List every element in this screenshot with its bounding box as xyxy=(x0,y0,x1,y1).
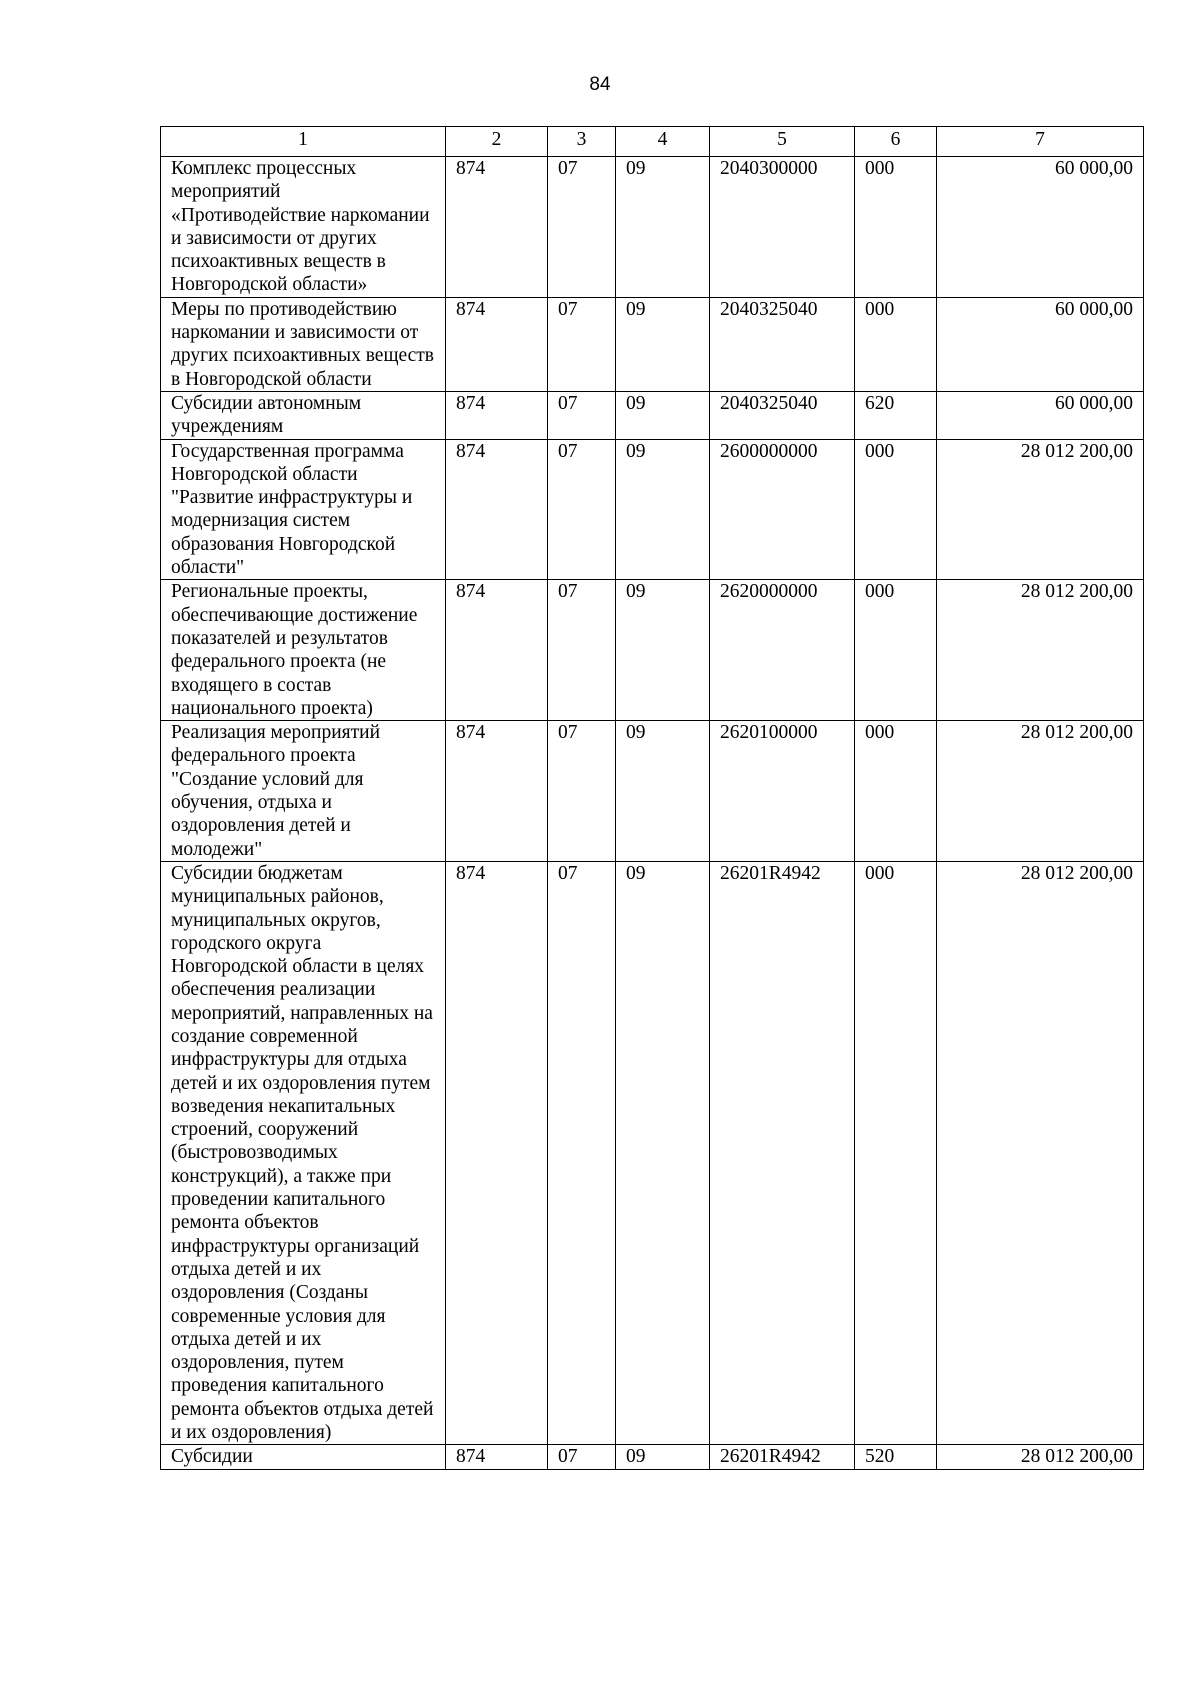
row-code-cell: 26201R4942 xyxy=(710,861,855,1444)
row-code-cell: 2620100000 xyxy=(710,721,855,862)
row-code-cell: 2600000000 xyxy=(710,439,855,580)
row-code-cell: 07 xyxy=(548,861,616,1444)
row-code-cell: 874 xyxy=(446,1445,548,1469)
column-header-7: 7 xyxy=(937,127,1144,157)
row-name-cell: Субсидии бюджетам муниципальных районов, муниципальных округов, городского округа Новгородской области в целях обеспечения реализации мероприятий, направленных на создание современной инфраструктуры для отдыха детей и их оздоровления путем возведения некапитальных строений, сооружений (быстровозводимых конструкций), а также при проведении капитального ремонта объектов инфраструктуры организаций отдыха детей и их оздоровления (Созданы современные условия для отдыха детей и их оздоровления, путем проведения капитального ремонта объектов отдыха детей и их оздоровления) xyxy=(161,861,446,1444)
row-code-cell: 07 xyxy=(548,1445,616,1469)
table-row xyxy=(161,580,1144,721)
row-code-cell: 2040325040 xyxy=(710,297,855,391)
row-amount-cell: 28 012 200,00 xyxy=(937,439,1144,580)
row-code-cell: 874 xyxy=(446,580,548,721)
row-code-cell: 09 xyxy=(616,297,710,391)
table-row xyxy=(161,721,1144,862)
row-code-cell: 09 xyxy=(616,721,710,862)
row-code-cell: 09 xyxy=(616,861,710,1444)
column-header-2: 2 xyxy=(446,127,548,157)
header-row xyxy=(161,127,1144,157)
row-code-cell: 000 xyxy=(855,157,937,298)
row-code-cell: 000 xyxy=(855,721,937,862)
table-row xyxy=(161,391,1144,439)
row-code-cell: 000 xyxy=(855,439,937,580)
row-code-cell: 09 xyxy=(616,439,710,580)
column-header-4: 4 xyxy=(616,127,710,157)
row-name-cell: Меры по противодействию наркомании и зависимости от других психоактивных веществ в Новгородской области xyxy=(161,297,446,391)
column-header-6: 6 xyxy=(855,127,937,157)
row-code-cell: 07 xyxy=(548,157,616,298)
row-name-cell: Субсидии автономным учреждениям xyxy=(161,391,446,439)
row-name-cell: Государственная программа Новгородской области "Развитие инфраструктуры и модернизация систем образования Новгородской области" xyxy=(161,439,446,580)
row-name-cell: Комплекс процессных мероприятий «Противодействие наркомании и зависимости от других психоактивных веществ в Новгородской области» xyxy=(161,157,446,298)
row-amount-cell: 28 012 200,00 xyxy=(937,1445,1144,1469)
table-row xyxy=(161,157,1144,298)
row-code-cell: 874 xyxy=(446,721,548,862)
row-code-cell: 09 xyxy=(616,580,710,721)
row-code-cell: 000 xyxy=(855,580,937,721)
row-amount-cell: 28 012 200,00 xyxy=(937,580,1144,721)
row-code-cell: 07 xyxy=(548,391,616,439)
row-code-cell: 000 xyxy=(855,297,937,391)
column-header-5: 5 xyxy=(710,127,855,157)
page-number: 84 xyxy=(589,74,611,95)
row-code-cell: 09 xyxy=(616,157,710,298)
row-code-cell: 000 xyxy=(855,861,937,1444)
row-code-cell: 07 xyxy=(548,297,616,391)
column-header-1: 1 xyxy=(161,127,446,157)
row-code-cell: 620 xyxy=(855,391,937,439)
row-code-cell: 2040325040 xyxy=(710,391,855,439)
row-code-cell: 26201R4942 xyxy=(710,1445,855,1469)
table-row xyxy=(161,861,1144,1444)
table-row xyxy=(161,1445,1144,1469)
row-amount-cell: 60 000,00 xyxy=(937,157,1144,298)
row-code-cell: 07 xyxy=(548,721,616,862)
table-row xyxy=(161,297,1144,391)
row-code-cell: 07 xyxy=(548,580,616,721)
row-code-cell: 520 xyxy=(855,1445,937,1469)
row-amount-cell: 60 000,00 xyxy=(937,391,1144,439)
row-code-cell: 09 xyxy=(616,1445,710,1469)
row-code-cell: 874 xyxy=(446,861,548,1444)
row-name-cell: Реализация мероприятий федерального проекта "Создание условий для обучения, отдыха и оздоровления детей и молодежи" xyxy=(161,721,446,862)
row-amount-cell: 60 000,00 xyxy=(937,297,1144,391)
row-name-cell: Региональные проекты, обеспечивающие достижение показателей и результатов федерального проекта (не входящего в состав национального проекта) xyxy=(161,580,446,721)
row-amount-cell: 28 012 200,00 xyxy=(937,861,1144,1444)
row-name-cell: Субсидии xyxy=(161,1445,446,1469)
row-code-cell: 09 xyxy=(616,391,710,439)
table-row xyxy=(161,439,1144,580)
row-code-cell: 874 xyxy=(446,297,548,391)
row-code-cell: 874 xyxy=(446,157,548,298)
row-code-cell: 874 xyxy=(446,439,548,580)
budget-table xyxy=(160,126,1144,1470)
row-code-cell: 07 xyxy=(548,439,616,580)
row-amount-cell: 28 012 200,00 xyxy=(937,721,1144,862)
row-code-cell: 874 xyxy=(446,391,548,439)
row-code-cell: 2620000000 xyxy=(710,580,855,721)
column-header-3: 3 xyxy=(548,127,616,157)
row-code-cell: 2040300000 xyxy=(710,157,855,298)
